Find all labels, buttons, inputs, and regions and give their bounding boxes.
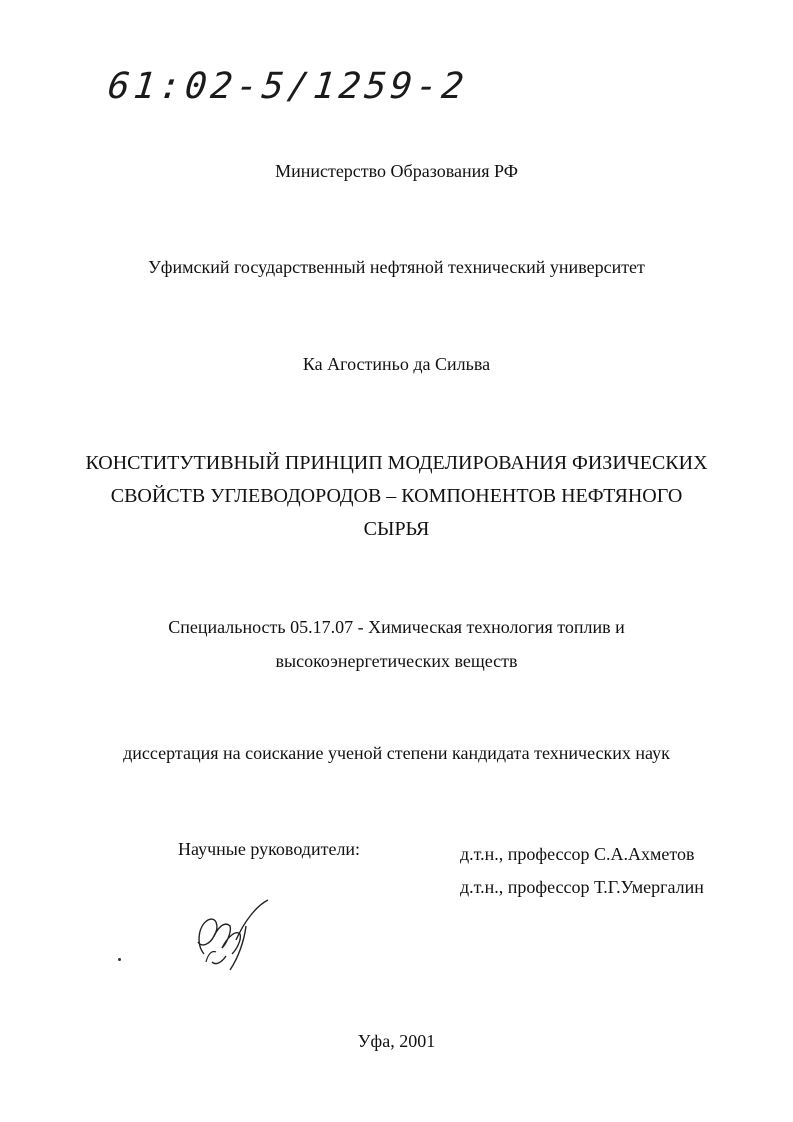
scan-speck bbox=[118, 958, 121, 961]
archive-stamp-number: 61:02-5/1259-2 bbox=[105, 66, 470, 107]
degree-statement: диссертация на соискание ученой степени кандидата технических наук bbox=[123, 743, 670, 763]
place-year: Уфа, 2001 bbox=[357, 1031, 436, 1051]
university-name: Уфимский государственный нефтяной технический университет bbox=[148, 257, 645, 277]
specialty-block bbox=[0, 610, 793, 678]
dissertation-title bbox=[0, 447, 793, 546]
ministry-name: Министерство Образования РФ bbox=[275, 161, 518, 181]
specialty-line-2: высокоэнергетических веществ bbox=[275, 651, 518, 671]
supervisors-label: Научные руководители: bbox=[178, 839, 361, 859]
title-line-2: СВОЙСТВ УГЛЕВОДОРОДОВ – КОМПОНЕНТОВ НЕФТЯНОГО bbox=[110, 485, 683, 507]
supervisor-1: д.т.н., профессор С.А.Ахметов bbox=[460, 844, 695, 864]
handwritten-signature-icon bbox=[186, 896, 278, 972]
title-line-3: СЫРЬЯ bbox=[363, 518, 430, 540]
author-name: Ка Агостиньо да Сильва bbox=[302, 354, 491, 374]
title-line-1: КОНСТИТУТИВНЫЙ ПРИНЦИП МОДЕЛИРОВАНИЯ ФИЗИЧЕСКИХ bbox=[85, 452, 708, 474]
specialty-line-1: Специальность 05.17.07 - Химическая технология топлив и bbox=[168, 617, 625, 637]
supervisor-2: д.т.н., профессор Т.Г.Умергалин bbox=[460, 877, 704, 897]
supervisors-list bbox=[460, 838, 704, 904]
